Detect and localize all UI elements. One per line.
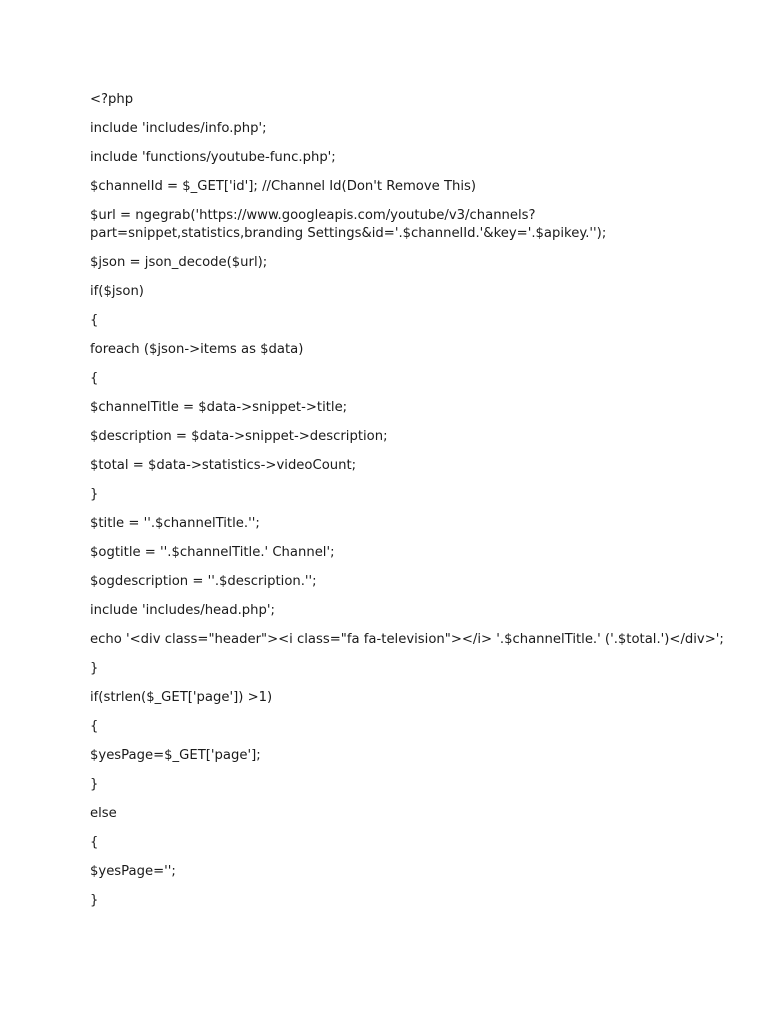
code-line: $description = $data->snippet->description; (90, 429, 388, 444)
code-line: $total = $data->statistics->videoCount; (90, 458, 357, 473)
code-line: } (90, 487, 99, 502)
code-line: include 'functions/youtube-func.php'; (90, 150, 336, 165)
code-line: $ogtitle = ''.$channelTitle.' Channel'; (90, 545, 335, 560)
code-line: { (90, 719, 99, 734)
php-code-listing (90, 91, 724, 921)
code-line: foreach ($json->items as $data) (90, 342, 304, 357)
code-line: <?php (90, 92, 134, 107)
code-line: $channelTitle = $data->snippet->title; (90, 400, 348, 415)
code-line: echo '<div class="header"><i class="fa fa-television"></i> '.$channelTitle.' ('.$total.')</div>'; (90, 632, 724, 647)
code-line: { (90, 313, 99, 328)
code-line: { (90, 835, 99, 850)
code-line: include 'includes/info.php'; (90, 121, 267, 136)
code-line: $json = json_decode($url); (90, 255, 268, 270)
code-line: $title = ''.$channelTitle.''; (90, 516, 260, 531)
code-line: else (90, 806, 117, 821)
code-line: } (90, 777, 99, 792)
code-line: $url = ngegrab('https://www.googleapis.com/youtube/v3/channels?part=snippet,statistics,branding Settings&id='.$channelId.'&key='.$apikey.''); (90, 208, 607, 241)
code-line: include 'includes/head.php'; (90, 603, 275, 618)
code-line: $yesPage=''; (90, 864, 176, 879)
code-line: $yesPage=$_GET['page']; (90, 748, 261, 763)
code-line: } (90, 661, 99, 676)
code-line: $channelId = $_GET['id']; //Channel Id(Don't Remove This) (90, 179, 477, 194)
code-line: { (90, 371, 99, 386)
code-line: } (90, 893, 99, 908)
code-line: $ogdescription = ''.$description.''; (90, 574, 317, 589)
code-line: if($json) (90, 284, 144, 299)
code-line: if(strlen($_GET['page']) >1) (90, 690, 273, 705)
